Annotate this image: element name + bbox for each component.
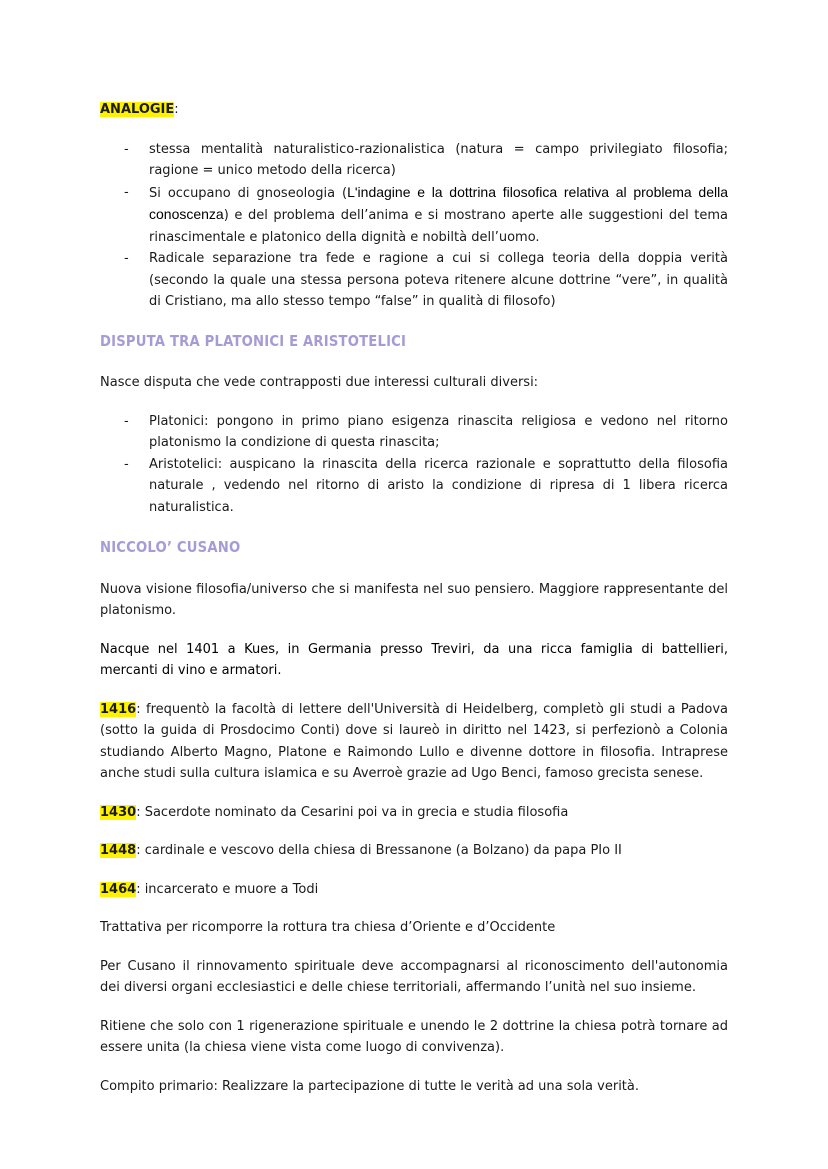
definition-text: L'indagine e la dottrina filosofica relativa al problema della conoscenza: [149, 183, 728, 222]
list-item: - Radicale separazione tra fede e ragione a cui si collega teoria della doppia verità (secondo la quale una stessa persona poteva ritenere alcune dottrine “vere”, in qualità di Cristiano, ma allo stesso tempo “false” in qualità di filosofo): [100, 248, 728, 313]
year-badge: 1448: [100, 843, 137, 858]
disputa-heading: DISPUTA TRA PLATONICI E ARISTOTELICI: [100, 331, 407, 350]
disputa-intro: Nasce disputa che vede contrapposti due interessi culturali diversi:: [100, 375, 539, 390]
year-badge: 1430: [100, 804, 137, 820]
cusano-birth: Nacque nel 1401 a Kues, in Germania presso Treviri, da una ricca famiglia di battellieri, mercanti di vino e armatori.: [100, 641, 728, 678]
list-item: - Aristotelici: auspicano la rinascita della ricerca razionale e soprattutto della filosofia naturale , vedendo nel ritorno di aristo la condizione di ripresa di 1 libera ricerca naturalistica.: [100, 454, 728, 519]
list-item: - stessa mentalità naturalistico-razionalistica (natura = campo privilegiato filosofia; ragione = unico metodo della ricerca): [100, 139, 728, 182]
event-1464: 1464: incarcerato e muore a Todi: [100, 881, 319, 897]
trattativa-paragraph: Trattativa per ricomporre la rottura tra chiesa d’Oriente e d’Occidente: [100, 920, 556, 935]
rigenerazione-paragraph: Ritiene che solo con 1 rigenerazione spirituale e unendo le 2 dottrine la chiesa potrà tornare ad essere unita (la chiesa viene vista come luogo di convivenza).: [100, 1018, 728, 1055]
analogie-highlight: ANALOGIE: [100, 102, 175, 117]
compito-paragraph: Compito primario: Realizzare la partecipazione di tutte le verità ad una sola verità.: [100, 1078, 639, 1094]
event-1430: 1430: Sacerdote nominato da Cesarini poi va in grecia e studia filosofia: [100, 804, 569, 820]
cusano-intro: Nuova visione filosofia/universo che si manifesta nel suo pensiero. Maggiore rappresentante del platonismo.: [100, 581, 728, 618]
disputa-list: [100, 411, 728, 519]
document-page: [100, 99, 728, 1097]
list-item: - Platonici: pongono in primo piano esigenza rinascita religiosa e vedono nel ritorno platonismo la condizione di questa rinascita;: [100, 411, 728, 454]
event-1416: 1416: frequentò la facoltà di lettere dell'Università di Heidelberg, completò gli studi a Padova (sotto la guida di Prosdocimo Conti) dove si laureò in diritto nel 1423, si perfezionò a Colonia studiando Alberto Magno, Platone e Raimondo Lullo e divenne dottore in filosofia. Intraprese anche studi sulla cultura islamica e su Averroè grazie ad Ugo Benci, famoso grecista senese.: [100, 701, 728, 781]
list-item: - Si occupano di gnoseologia (L'indagine e la dottrina filosofica relativa al problema della conoscenza) e del problema dell’anima e si mostrano aperte alle suggestioni del tema rinascimentale e platonico della dignità e nobiltà dell’uomo.: [100, 182, 728, 249]
year-badge: 1416: [100, 701, 137, 717]
rinnovamento-paragraph: Per Cusano il rinnovamento spirituale deve accompagnarsi al riconoscimento dell'autonomia dei diversi organi ecclesiastici e delle chiese territoriali, affermando l’unità nel suo insieme.: [100, 958, 728, 995]
analogie-title: ANALOGIE:: [100, 102, 179, 117]
event-1448: 1448: cardinale e vescovo della chiesa di Bressanone (a Bolzano) da papa PIo II: [100, 843, 622, 858]
year-badge: 1464: [100, 881, 137, 897]
cusano-heading: NICCOLO’ CUSANO: [100, 538, 241, 556]
analogie-list: [100, 139, 728, 313]
